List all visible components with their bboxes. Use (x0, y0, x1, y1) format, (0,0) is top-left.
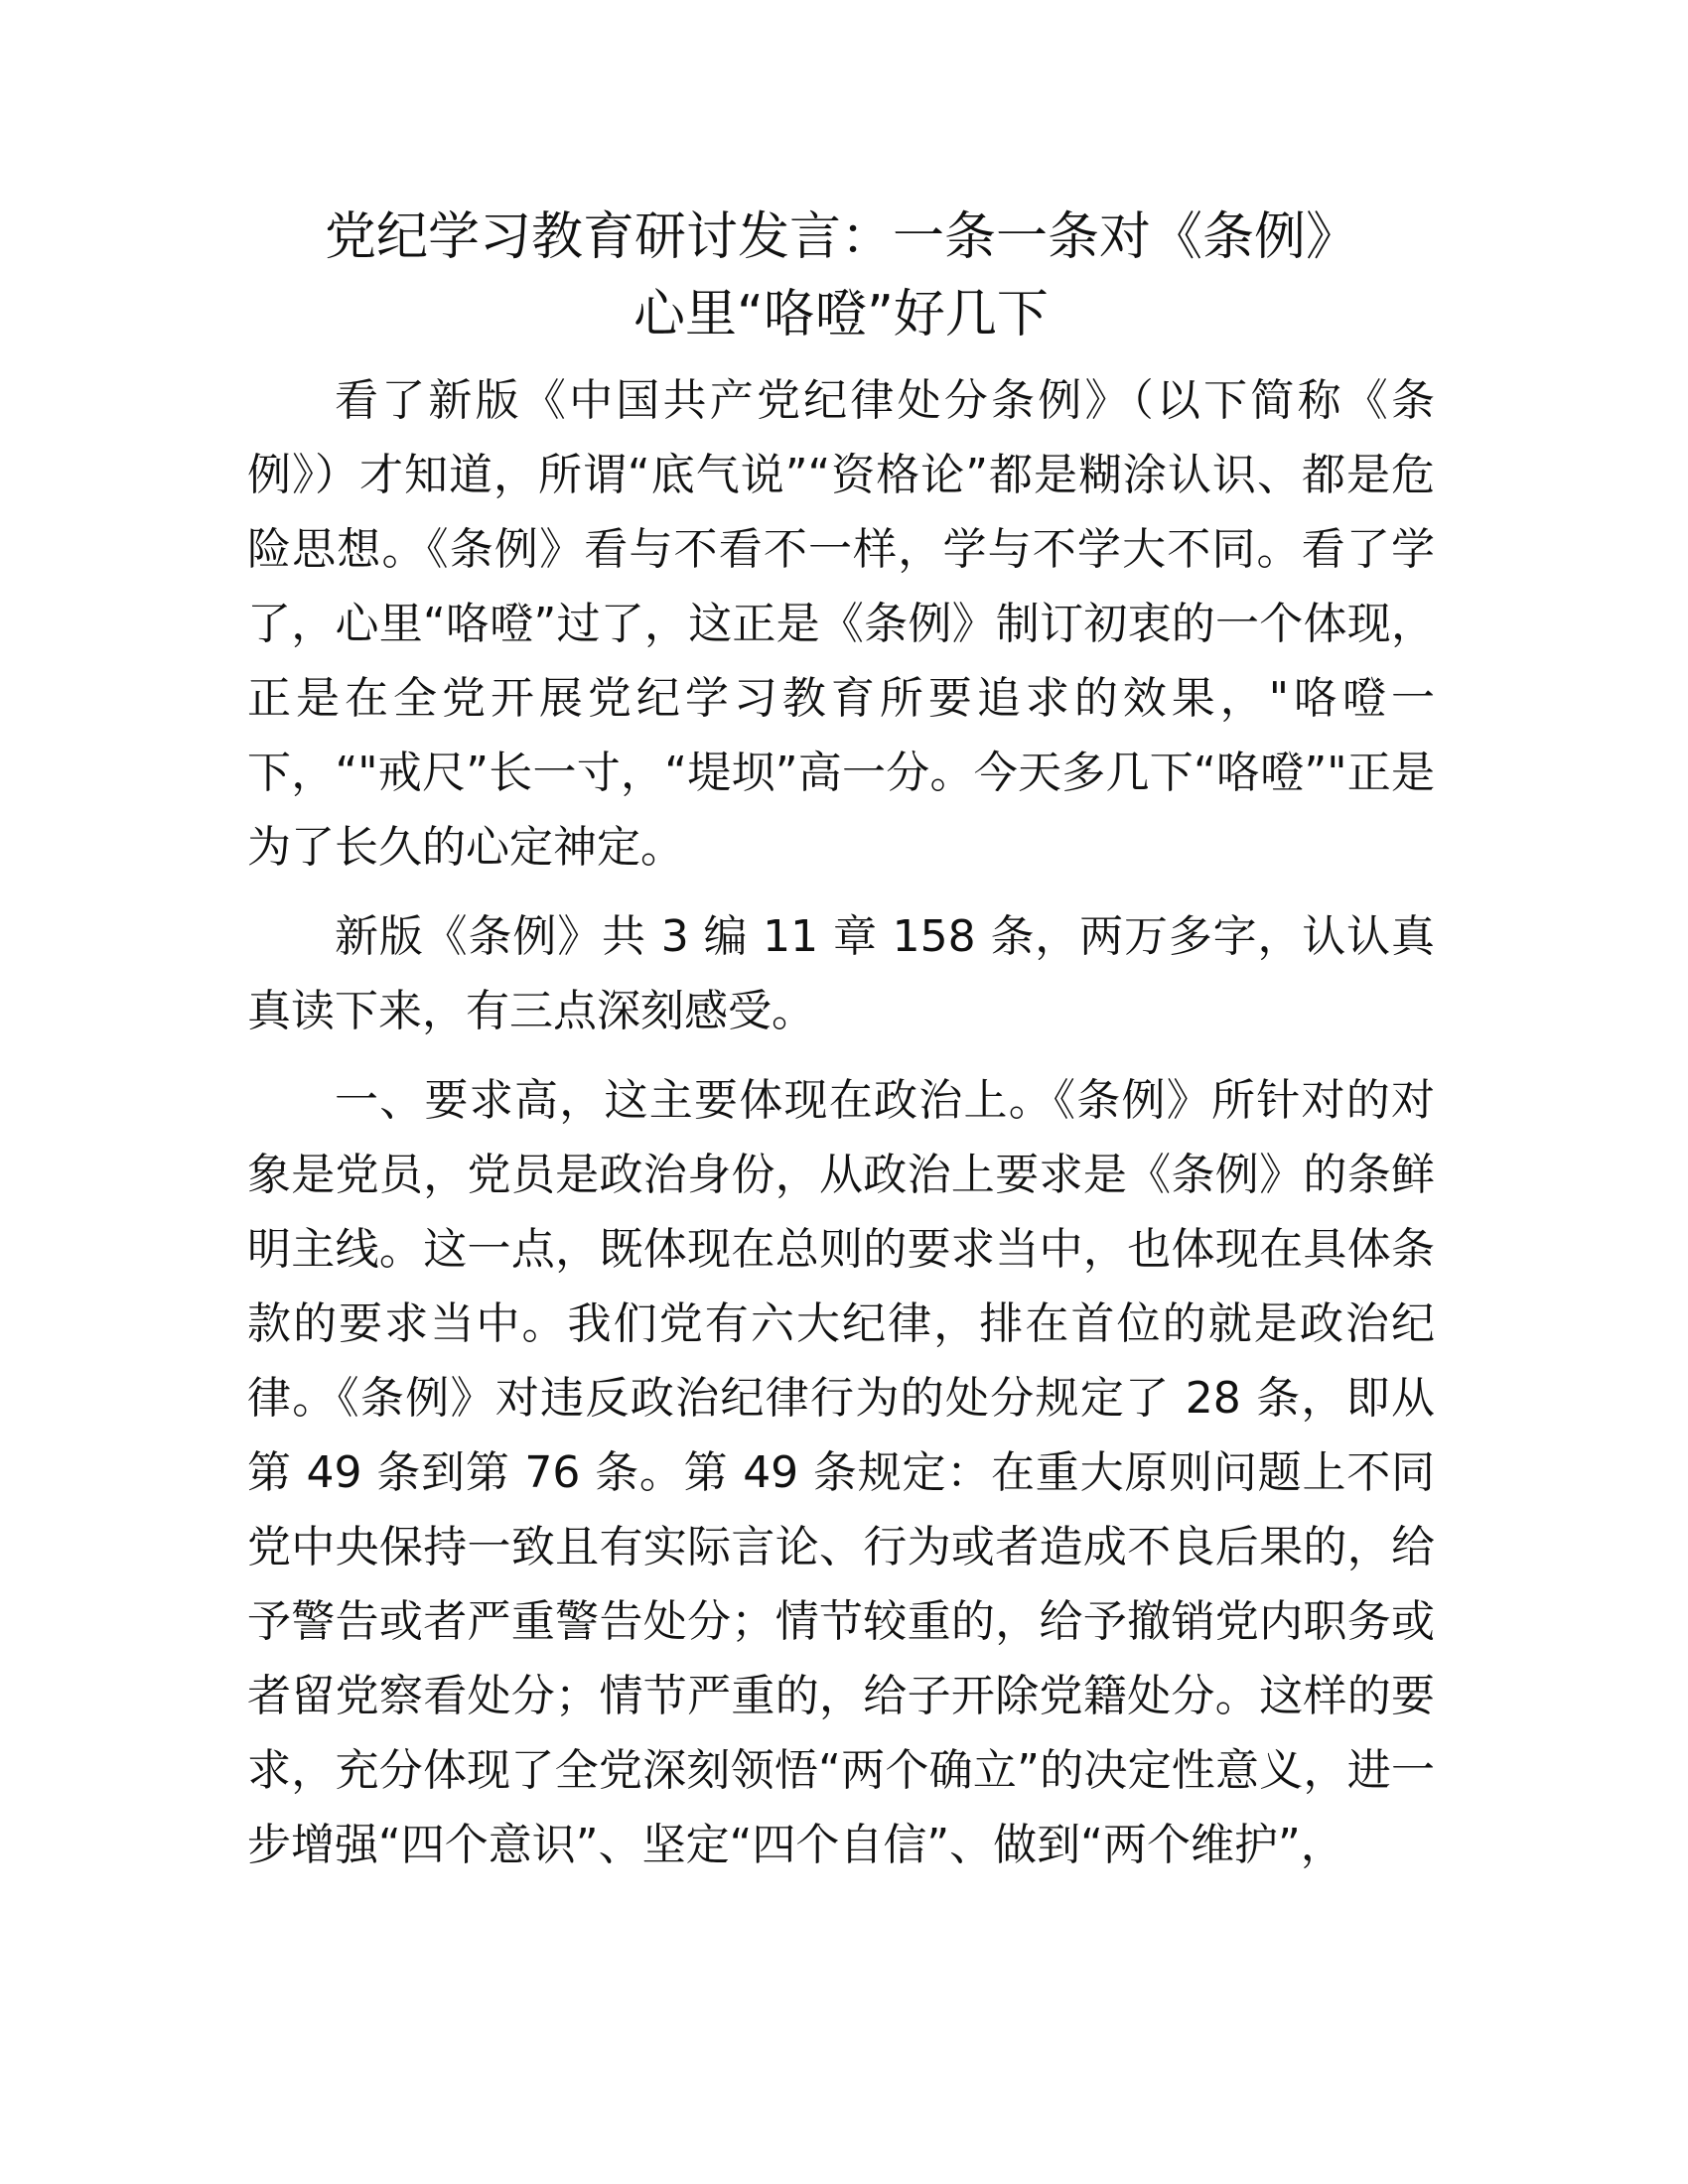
title-line-2: 心里“咯噔”好几下 (633, 285, 1049, 344)
paragraph-point-one: 一、要求高，这主要体现在政治上。《条例》所针对的对象是党员，党员是政治身份，从政治上要求是《条例》的条鲜明主线。这一点，既体现在总则的要求当中，也体现在具体条款的要求当中。我们党有六大纪律，排在首位的就是政治纪律。《条例》对违反政治纪律行为的处分规定了 28 条，即从第 49 条到第 76 条。第 49 条规定：在重大原则问题上不同党中央保持一致且有实际言论、行为或者造成不良后果的，给予警告或者严重警告处分；情节较重的，给予撤销党内职务或者留党察看处分；情节严重的，给子开除党籍处分。这样的要求，充分体现了全党深刻领悟“两个确立”的决定性意义，进一步增强“四个意识”、坚定“四个自信”、做到“两个维护”， (247, 1075, 1435, 1870)
title-line-1: 党纪学习教育研讨发言：一条一条对《条例》 (324, 207, 1357, 267)
document-body (247, 199, 1435, 1897)
paragraph-intro: 看了新版《中国共产党纪律处分条例》（以下简称《条例》）才知道，所谓“底气说”“资格论”都是糊涂认识、都是危险思想。《条例》看与不看不一样，学与不学大不同。看了学了，心里“咯噔”过了，这正是《条例》制订初衷的一个体现，正是在全党开展党纪学习教育所要追求的效果，"咯噔一下，“"戒尺”长一寸，“堤坝”高一分。今天多几下“咯噔”"正是为了长久的心定神定。 (247, 375, 1435, 873)
paragraph-overview: 新版《条例》共 3 编 11 章 158 条，两万多字，认认真真读下来，有三点深刻感受。 (247, 911, 1435, 1036)
document-title (247, 199, 1435, 353)
